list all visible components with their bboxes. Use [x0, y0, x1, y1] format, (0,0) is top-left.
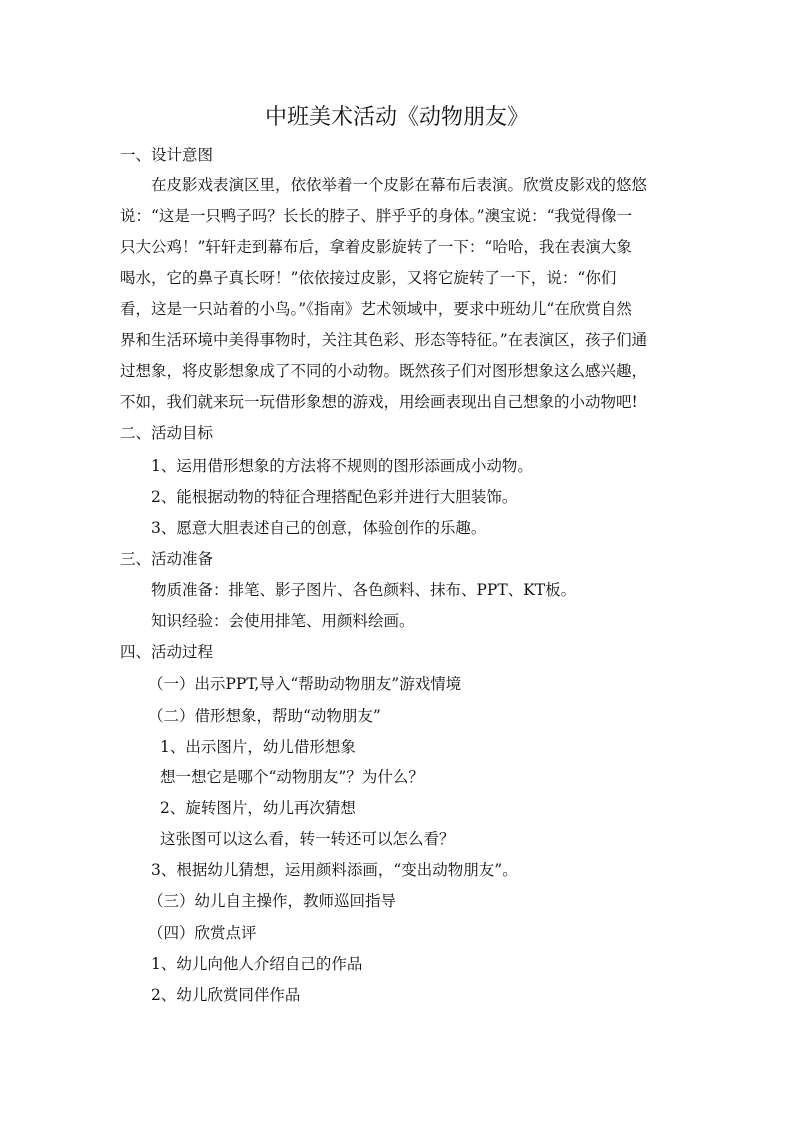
- paragraph-line: 过想象，将皮影想象成了不同的小动物。既然孩子们对图形想象这么感兴趣，: [120, 362, 648, 380]
- goal-item: 3、愿意大胆表述自己的创意，体验创作的乐趣。: [151, 519, 487, 537]
- process-line: （四）欣赏点评: [148, 924, 257, 942]
- goal-item: 2、能根据动物的特征合理搭配色彩并进行大胆装饰。: [151, 488, 518, 506]
- process-line: （三）幼儿自主操作，教师巡回指导: [148, 892, 397, 910]
- document-title: 中班美术活动《动物朋友》: [264, 105, 529, 130]
- paragraph-line: 只大公鸡！”轩轩走到幕布后，拿着皮影旋转了一下：“哈哈，我在表演大象: [120, 238, 632, 256]
- paragraph-line: 不如，我们就来玩一玩借形象想的游戏，用绘画表现出自己想象的小动物吧!: [120, 393, 638, 411]
- process-line: 2、幼儿欣赏同伴作品: [151, 986, 301, 1004]
- process-line: （一）出示PPT,导入“帮助动物朋友”游戏情境: [148, 675, 462, 693]
- paragraph-line: 说：“这是一只鸭子吗？长长的脖子、胖乎乎的身体。”澳宝说：“我觉得像一: [120, 207, 633, 225]
- paragraph-line: 在皮影戏表演区里，依依举着一个皮影在幕布后表演。欣赏皮影戏的悠悠: [151, 176, 648, 194]
- preparation-item: 物质准备：排笔、影子图片、各色颜料、抹布、PPT、KT板。: [151, 581, 577, 599]
- goal-item: 1、运用借形想象的方法将不规则的图形添画成小动物。: [151, 457, 533, 475]
- paragraph-line: 界和生活环境中美得事物时，关注其色彩、形态等特征。”在表演区，孩子们通: [120, 331, 648, 349]
- process-line: 3、根据幼儿猜想，运用颜料添画，“变出动物朋友”。: [151, 861, 518, 879]
- section-heading-preparation: 三、活动准备: [120, 550, 214, 568]
- process-line: 1、幼儿向他人介绍自己的作品: [151, 955, 363, 973]
- preparation-item: 知识经验：会使用排笔、用颜料绘画。: [151, 612, 415, 630]
- paragraph-line: 看，这是一只站着的小鸟。”《指南》艺术领域中，要求中班幼儿“在欣赏自然: [120, 300, 632, 318]
- paragraph-line: 喝水，它的鼻子真长呀！”依依接过皮影，又将它旋转了一下，说：“你们: [120, 269, 617, 287]
- section-heading-design-intent: 一、设计意图: [120, 146, 214, 164]
- process-line: 2、旋转图片，幼儿再次猜想: [160, 799, 356, 817]
- process-line: 想一想它是哪个“动物朋友”？为什么？: [160, 768, 424, 786]
- process-line: 这张图可以这么看，转一转还可以怎么看？: [160, 830, 455, 848]
- section-heading-goals: 二、活动目标: [120, 424, 214, 442]
- process-line: 1、出示图片，幼儿借形想象: [160, 738, 356, 756]
- process-line: （二）借形想象，帮助“动物朋友”: [148, 707, 381, 725]
- section-heading-process: 四、活动过程: [120, 643, 214, 661]
